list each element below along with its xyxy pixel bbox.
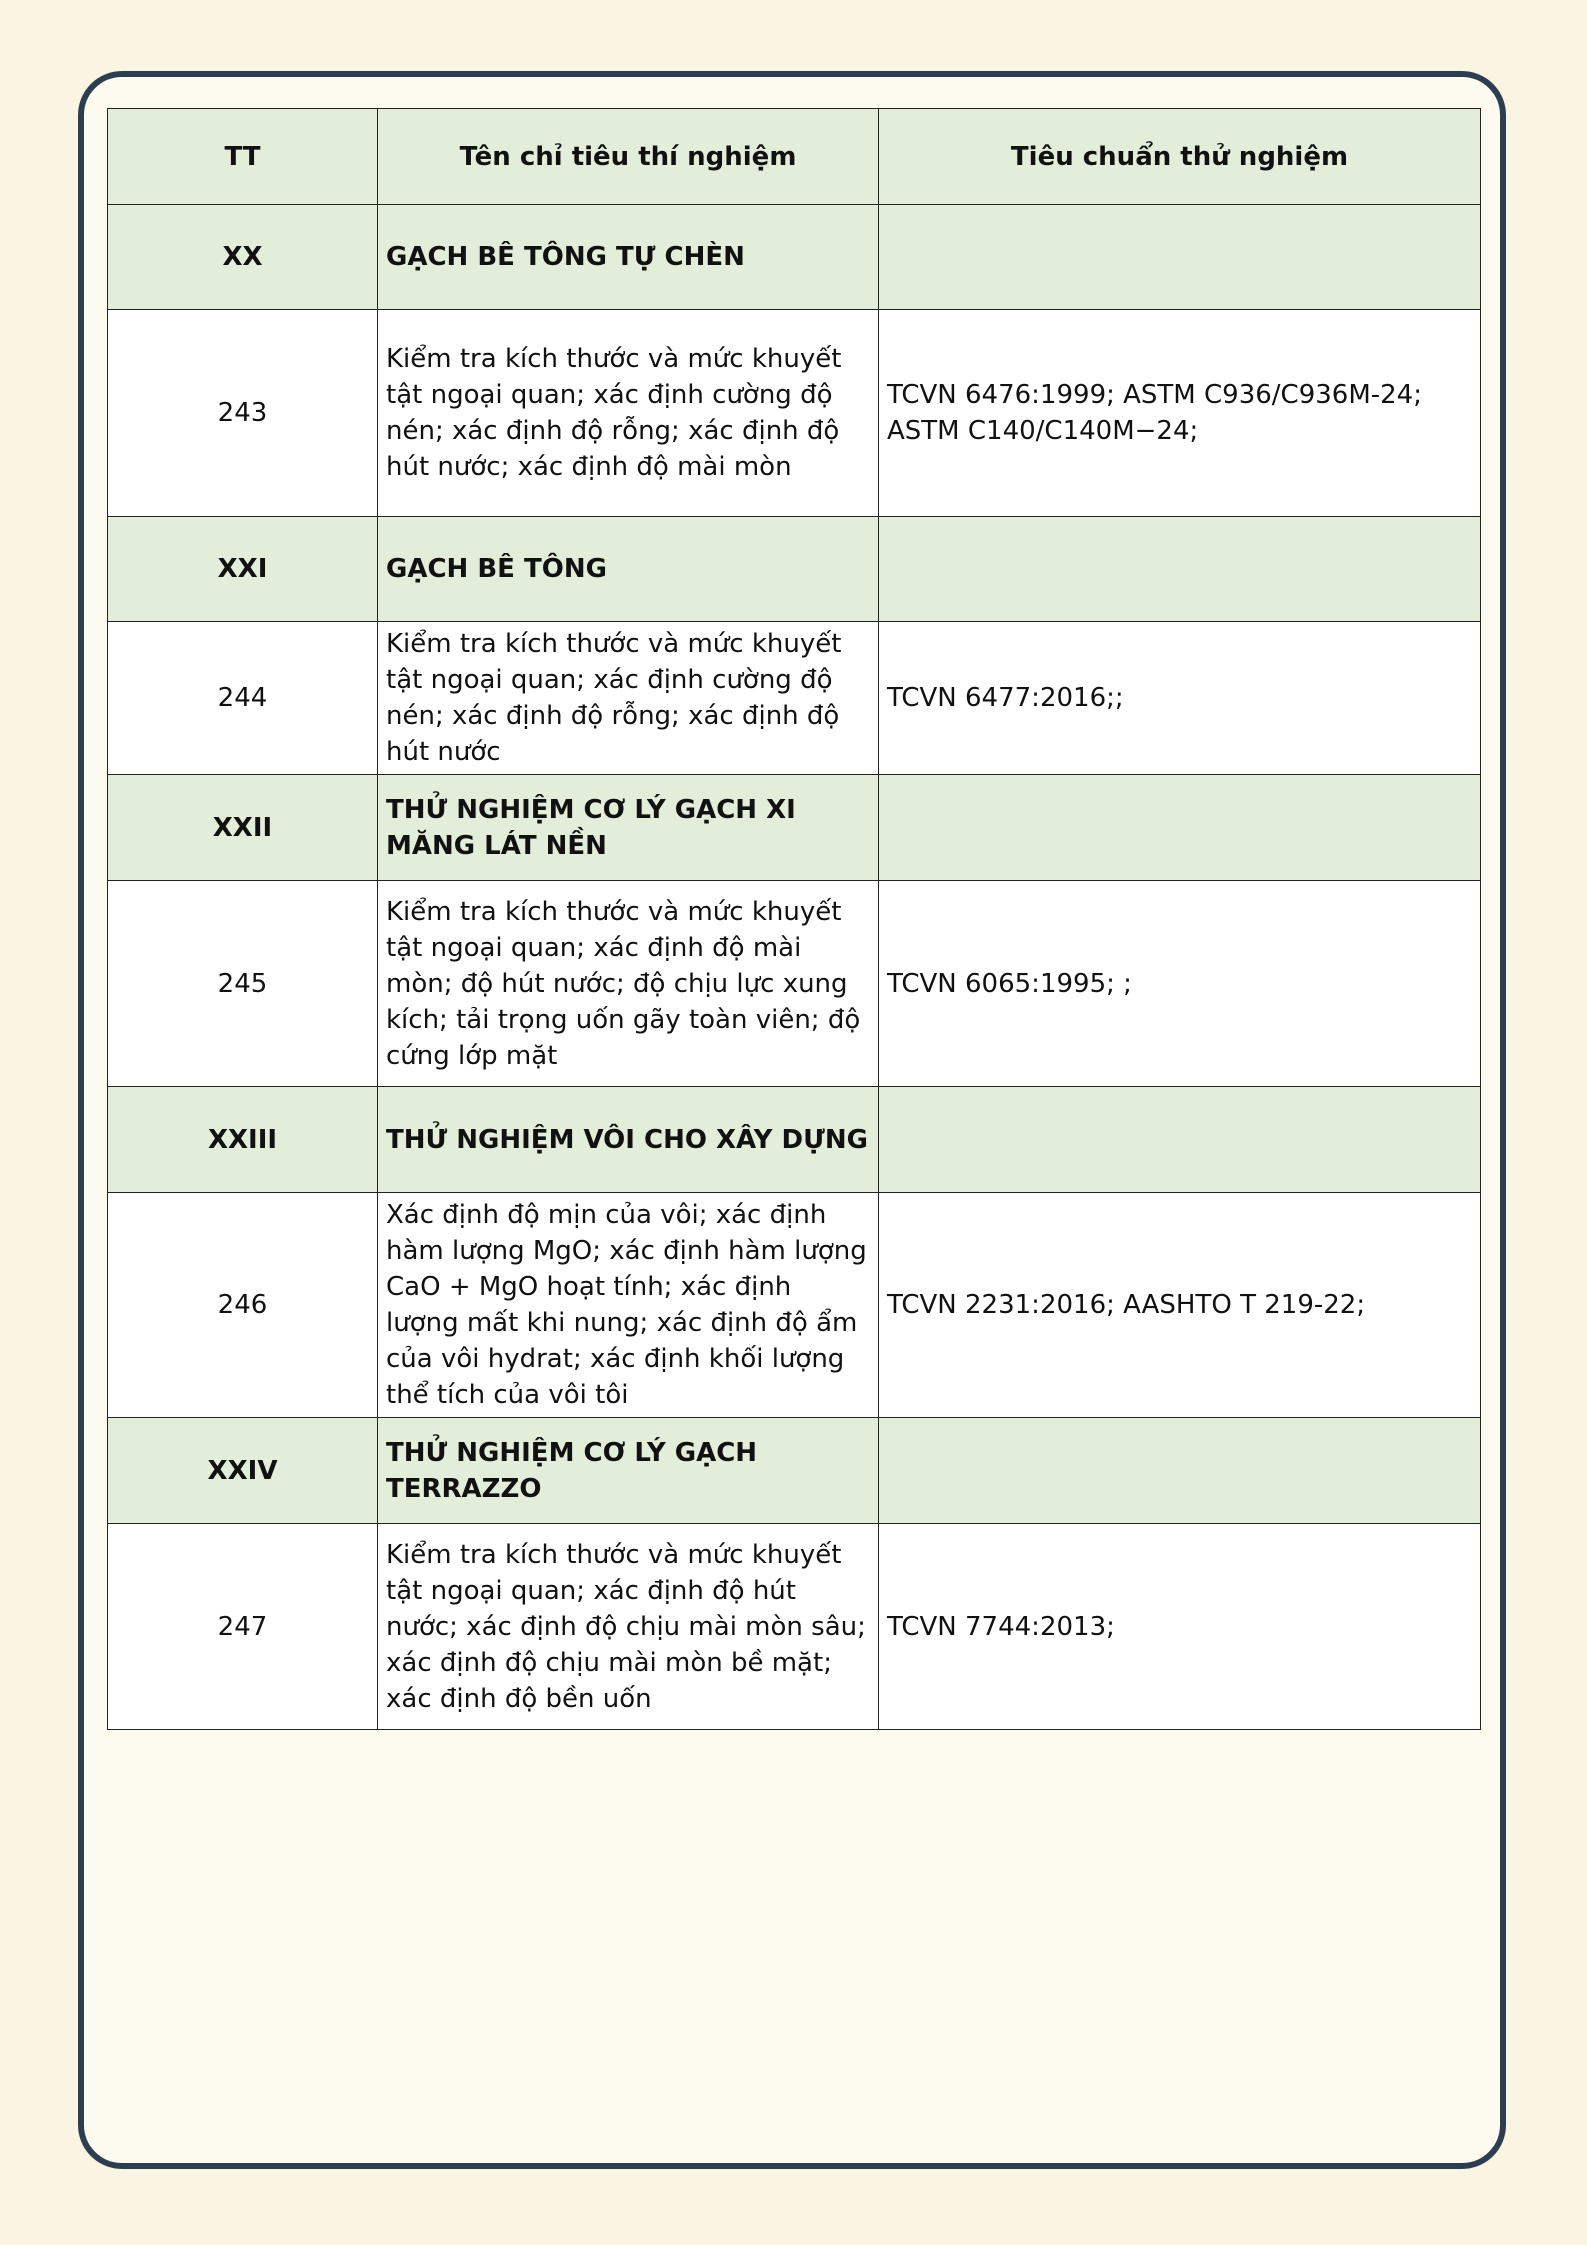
row-number: 246 <box>108 1193 378 1418</box>
section-standard <box>879 517 1481 622</box>
standard-cell: TCVN 6476:1999; ASTM C936/C936M-24; ASTM C140/C140M−24; <box>879 310 1481 517</box>
standard-cell: TCVN 6477:2016;; <box>879 622 1481 775</box>
section-row <box>108 1087 1481 1193</box>
row-number: 243 <box>108 310 378 517</box>
table-row <box>108 622 1481 775</box>
test-name-cell: Kiểm tra kích thước và mức khuyết tật ngoại quan; xác định độ hút nước; xác định độ chịu mài mòn sâu; xác định độ chịu mài mòn bề mặt; xác định độ bền uốn <box>378 1524 879 1730</box>
section-title: THỬ NGHIỆM VÔI CHO XÂY DỰNG <box>378 1087 879 1193</box>
test-name-cell: Kiểm tra kích thước và mức khuyết tật ngoại quan; xác định cường độ nén; xác định độ rỗng; xác định độ hút nước <box>378 622 879 775</box>
section-number: XX <box>108 205 378 310</box>
standard-cell: TCVN 6065:1995; ; <box>879 881 1481 1087</box>
section-row <box>108 205 1481 310</box>
row-number: 247 <box>108 1524 378 1730</box>
test-name-cell: Kiểm tra kích thước và mức khuyết tật ngoại quan; xác định độ mài mòn; độ hút nước; độ chịu lực xung kích; tải trọng uốn gãy toàn viên; độ cứng lớp mặt <box>378 881 879 1087</box>
standard-cell: TCVN 2231:2016; AASHTO T 219-22; <box>879 1193 1481 1418</box>
section-row <box>108 775 1481 881</box>
section-title: THỬ NGHIỆM CƠ LÝ GẠCH TERRAZZO <box>378 1418 879 1524</box>
header-standard: Tiêu chuẩn thử nghiệm <box>879 109 1481 205</box>
test-standards-table <box>107 108 1481 1730</box>
section-standard <box>879 205 1481 310</box>
section-number: XXI <box>108 517 378 622</box>
section-standard <box>879 1418 1481 1524</box>
test-name-cell: Xác định độ mịn của vôi; xác định hàm lượng MgO; xác định hàm lượng CaO + MgO hoạt tính; xác định lượng mất khi nung; xác định độ ẩm của vôi hydrat; xác định khối lượng thể tích của vôi tôi <box>378 1193 879 1418</box>
section-title: GẠCH BÊ TÔNG <box>378 517 879 622</box>
table-row <box>108 310 1481 517</box>
section-standard <box>879 1087 1481 1193</box>
standard-cell: TCVN 7744:2013; <box>879 1524 1481 1730</box>
test-name-cell: Kiểm tra kích thước và mức khuyết tật ngoại quan; xác định cường độ nén; xác định độ rỗng; xác định độ hút nước; xác định độ mài mòn <box>378 310 879 517</box>
table-row <box>108 1193 1481 1418</box>
section-row <box>108 1418 1481 1524</box>
table-header-row <box>108 109 1481 205</box>
section-title: GẠCH BÊ TÔNG TỰ CHÈN <box>378 205 879 310</box>
table-row <box>108 1524 1481 1730</box>
section-number: XXIII <box>108 1087 378 1193</box>
section-number: XXII <box>108 775 378 881</box>
row-number: 245 <box>108 881 378 1087</box>
section-row <box>108 517 1481 622</box>
section-number: XXIV <box>108 1418 378 1524</box>
row-number: 244 <box>108 622 378 775</box>
table-row <box>108 881 1481 1087</box>
header-tt: TT <box>108 109 378 205</box>
header-test-name: Tên chỉ tiêu thí nghiệm <box>378 109 879 205</box>
section-standard <box>879 775 1481 881</box>
section-title: THỬ NGHIỆM CƠ LÝ GẠCH XI MĂNG LÁT NỀN <box>378 775 879 881</box>
